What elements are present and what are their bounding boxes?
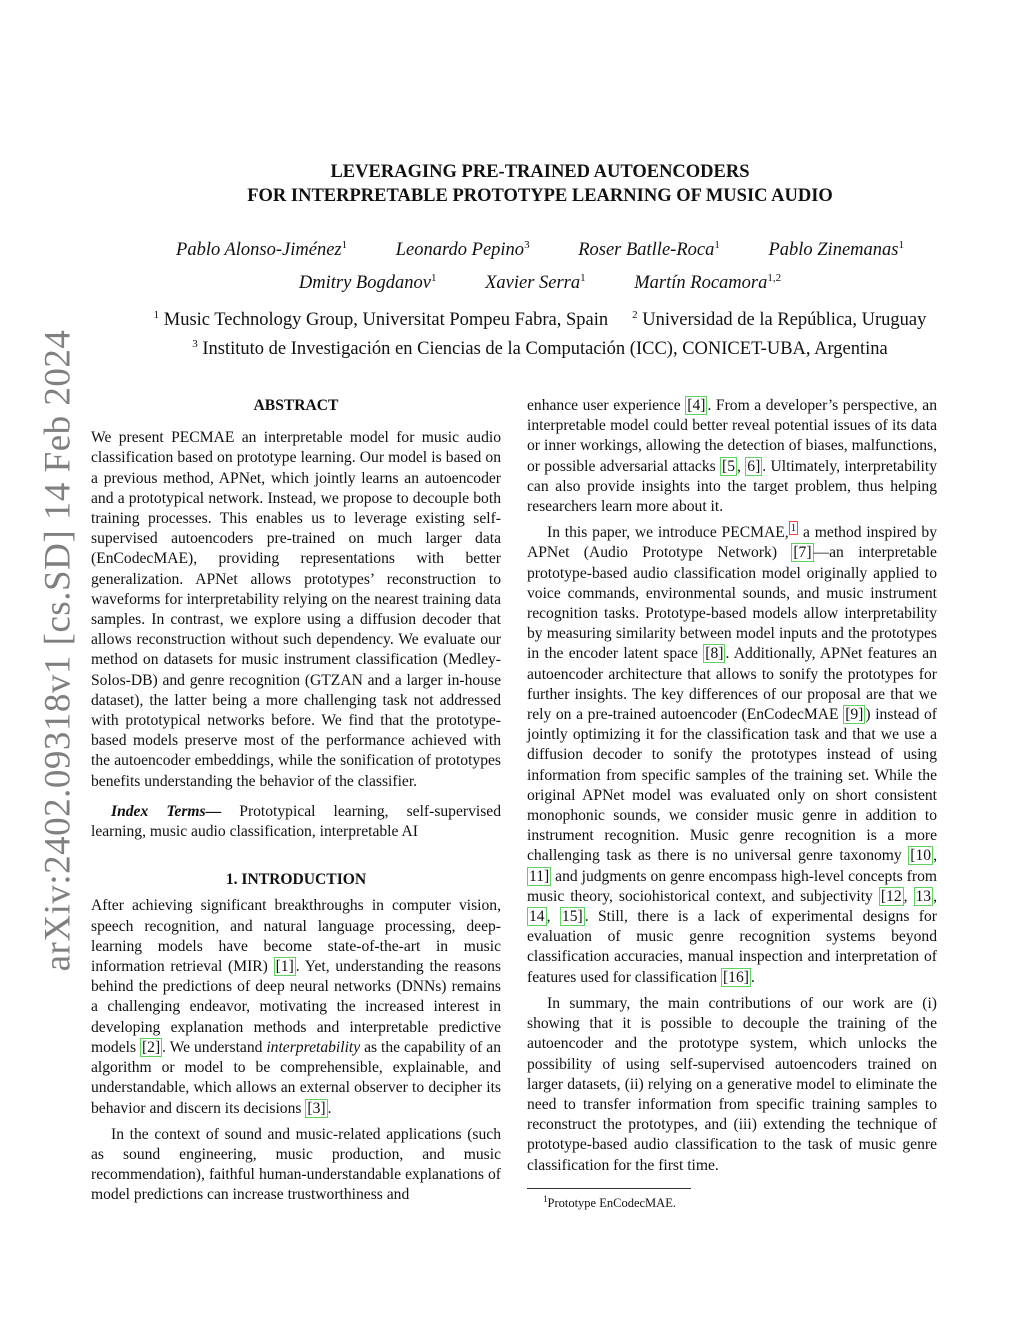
citation-link[interactable]: [8] — [705, 645, 724, 663]
author: Martín Rocamora$^{1,2}$ — [634, 272, 782, 294]
left-column — [91, 396, 501, 1206]
citation-link[interactable]: [5 — [722, 457, 736, 475]
author: Dmitry Bogdanov$^1$ — [298, 272, 437, 294]
citation-link[interactable]: 6] — [747, 457, 761, 475]
right-column — [527, 396, 937, 1176]
footnote: $^1$Prototype EnCodecMAE. — [543, 1194, 676, 1211]
author: Xavier Serra$^1$ — [485, 272, 586, 294]
affiliation: Instituto de Investigación en Ciencias de la Computación (ICC), CONICET-UBA, Argentina — [202, 339, 888, 360]
intro-paragraph-1: After achieving significant breakthroughs in computer vision, speech recognition, and natural language processing, deep-learning models have become state-of-the-art in music information retrieval (MIR) [1] . Yet, understanding the reasons behind the predictions of deep neural networks (DNNs) remains a challenging endeavor, motivating the increased interest in developing explanation methods and interpretable predictive models [2] . We understand interpretability as the capability of an algorithm or model to be comprehensible, explainable, and understandable, which allows an external observer to decipher its behavior and discern its decisions [3] . — [91, 897, 501, 1117]
affiliation-row-2: $^3$ Instituto de Investigación en Ciencias de la Computación (ICC), CONICET-UBA, Argentina — [192, 338, 888, 360]
citation-link[interactable]: [16] — [722, 968, 749, 986]
footnote-link[interactable]: 1 — [790, 522, 797, 535]
citation-link[interactable]: [7] — [793, 544, 812, 562]
arxiv-stamp-text: arXiv:2402.09318v1 [cs.SD] 14 Feb 2024 — [37, 329, 79, 971]
abstract-text: We present PECMAE an interpretable model for music audio classification based on prototype learning. Our model is based on a previous method, APNet, which jointly learns an autoencoder and a prototypical network. Instead, we propose to decouple both training processes. This enables us to leverage existing self-supervised autoencoders pre-trained on much larger data (EnCodecMAE), providing representations with better generalization. APNet allows prototypes’ reconstruction to waveforms for interpretability relying on the nearest training data samples. In contrast, we explore using a diffusion decoder that allows reconstruction without such dependency. We evaluate our method on datasets for music instrument classification (Medley-Solos-DB) and genre recognition (GTZAN and a larger in-house dataset), the latter being a more challenging task not addressed with prototypical networks before. We find that the prototype-based models preserve most of the performance achieved with the autoencoder embeddings, while the sonification of prototypes benefits understanding the behavior of the classifier. — [91, 429, 501, 790]
affiliation: Music Technology Group, Universitat Pompeu Fabra, Spain — [163, 310, 609, 331]
citation-link[interactable]: [1] — [275, 958, 294, 976]
author: Pablo Alonso-Jiménez$^1$ — [176, 239, 348, 261]
citation-link[interactable]: [10 — [910, 847, 932, 865]
right-paragraph-0: enhance user experience [4] . From a developer’s perspective, an interpretable model could better reveal potential issues of its data or inner workings, allowing the detection of biases, malfunctions, or possible adversarial attacks [5 , 6] . Ultimately, interpretability can also provide insights into the target problem, thus helping researchers learn more about it. — [527, 397, 938, 516]
arxiv-stamp — [28, 329, 88, 971]
citation-link[interactable]: 14 — [529, 908, 545, 926]
citation-link[interactable]: [2] — [141, 1038, 161, 1056]
affiliation-row-1: $^1$ Music Technology Group, Universitat Pompeu Fabra, Spain $^2$ Universidad de la República, Uruguay — [153, 309, 927, 331]
author-row-2 — [90, 264, 990, 297]
citation-link[interactable]: 13 — [915, 887, 932, 905]
footnote-divider — [527, 1188, 691, 1189]
citation-link[interactable]: [4] — [687, 397, 706, 414]
abstract-heading: ABSTRACT — [253, 397, 339, 414]
citation-link[interactable]: [9] — [845, 706, 864, 724]
author-row-1 — [90, 231, 990, 264]
affiliation: Universidad de la República, Uruguay — [642, 310, 927, 331]
author: Pablo Zinemanas$^1$ — [768, 239, 904, 261]
citation-link[interactable]: [3] — [307, 1099, 326, 1117]
author: Roser Batlle-Roca$^1$ — [578, 239, 720, 261]
citation-link[interactable]: [12 — [880, 887, 902, 905]
index-terms: Index Terms— Prototypical learning, self-supervised learning, music audio classification, interpretable AI — [91, 802, 502, 841]
affiliations — [90, 303, 990, 361]
title-line-2: FOR INTERPRETABLE PROTOTYPE LEARNING OF MUSIC AUDIO — [247, 186, 833, 206]
introduction-heading: 1. INTRODUCTION — [225, 871, 367, 889]
author: Leonardo Pepino$^3$ — [395, 239, 530, 261]
intro-paragraph-2: In the context of sound and music-related applications (such as sound engineering, music production, and music recommendation), faithful human-understandable explanations of model predictions can increase trustworthiness and — [91, 1125, 501, 1204]
author-list — [90, 231, 990, 297]
citation-link[interactable]: 15] — [561, 908, 583, 926]
right-paragraph-1: In this paper, we introduce PECMAE, $^1$ a method inspired by APNet (Audio Prototype Network) [7] —an interpretable prototype-based audio classification model originally applied to voice commands, environmental sounds, and music instrument recognition tasks. Prototype-based models allow interpretability by measuring similarity between model inputs and the prototypes in the encoder latent space [8] . Additionally, APNet features an autoencoder architecture that allows to sonify the prototypes for further insights. The key differences of our proposal are that we rely on a pre-trained autoencoder (EnCodecMAE [9] ) instead of jointly optimizing it for the classification task and that we use a diffusion decoder to sonify the prototypes instead of using information from specific samples of the training set. While the original APNet model was evaluated only on short consistent monophonic sounds, we consider music genre in addition to instrument recognition. Music genre recognition is a more challenging task as there is no universal genre taxonomy [10 , 11] and judgments on genre encompass high-level concepts from music theory, sociohistorical context, and subjectivity [12 , 13 , 14 , 15] . Still, there is a lack of experimental designs for evaluation of music genre recognition systems beyond classification accuracies, manual inspection and interpretation of features used for classification [16] . — [527, 522, 938, 986]
paper-title — [90, 160, 990, 208]
right-paragraph-2: In summary, the main contributions of our work are (i) showing that it is possible to decouple the training of the autoencoder and the prototype system, which unlocks the possibility of using self-supervised autoencoders trained on larger datasets, (ii) relying on a generative model to eliminate the need to transfer information from specific training samples to reconstruct the prototypes, and (iii) extending the technique of prototype-based audio classification to the task of music genre classification for the first time. — [527, 994, 937, 1174]
title-line-1: LEVERAGING PRE-TRAINED AUTOENCODERS — [330, 162, 750, 182]
citation-link[interactable]: 11] — [529, 867, 550, 885]
